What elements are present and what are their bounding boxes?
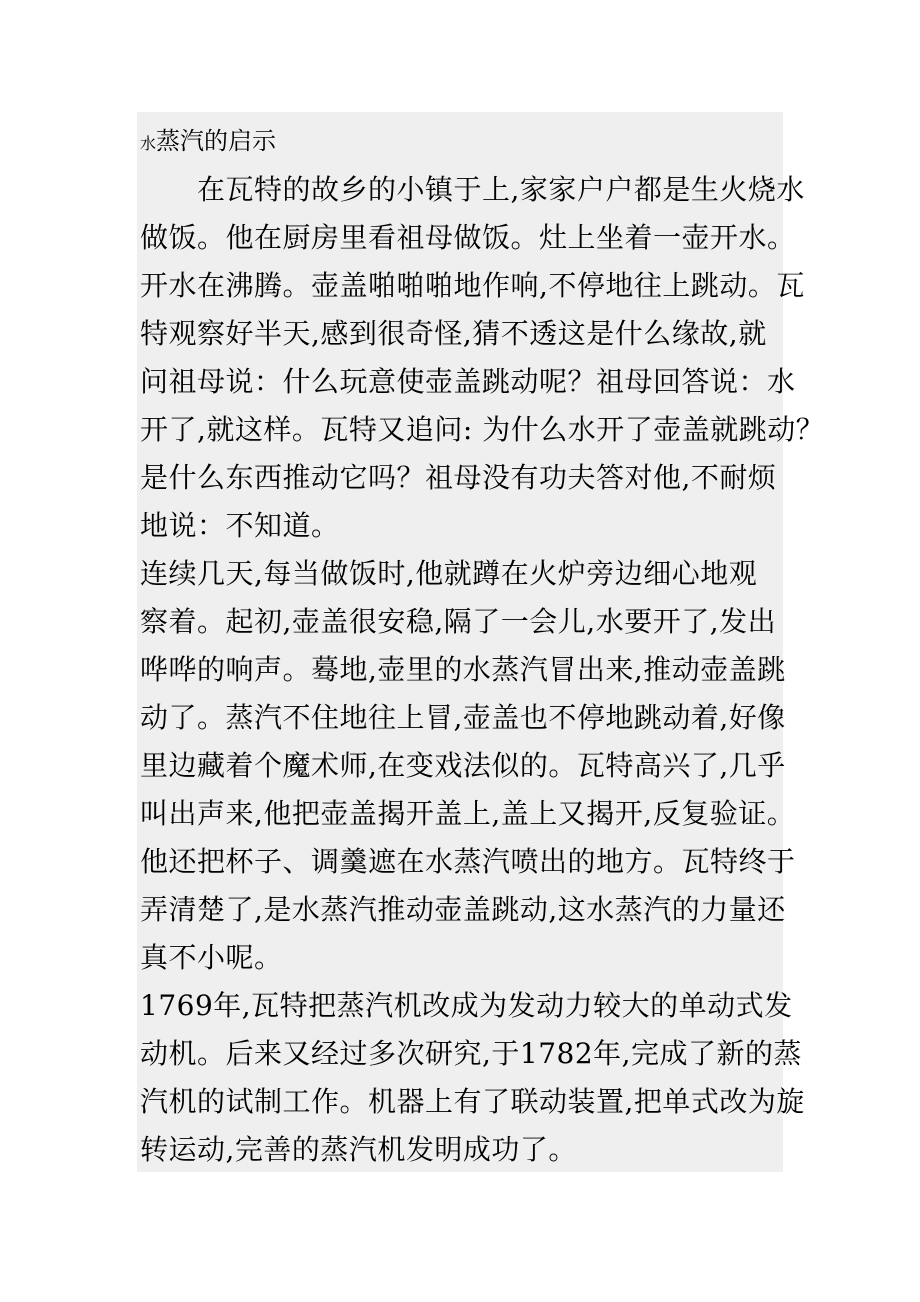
document-title bbox=[140, 117, 800, 166]
paragraph-1 bbox=[140, 166, 825, 550]
text-line: 真不小呢。 bbox=[140, 941, 283, 974]
text-line: 转运动,完善的蒸汽机发明成功了。 bbox=[140, 1133, 577, 1166]
text-line: 问祖母说：什么玩意使壶盖跳动呢？祖母回答说：水 bbox=[140, 365, 796, 398]
paragraph-3 bbox=[140, 982, 805, 1174]
text-line: 哗哗的响声。蓦地,壶里的水蒸汽冒出来,推动壶盖跳 bbox=[140, 653, 786, 686]
paragraph-2 bbox=[140, 550, 800, 982]
text-line: 汽机的试制工作。机器上有了联动装置,把单式改为旋 bbox=[140, 1085, 805, 1118]
text-line: 弄清楚了,是水蒸汽推动壶盖跳动,这水蒸汽的力量还 bbox=[140, 893, 786, 926]
text-line: 在瓦特的故乡的小镇于上,家家户户都是生火烧水 bbox=[140, 173, 805, 206]
text-line: 察着。起初,壶盖很安稳,隔了一会儿,水要开了,发出 bbox=[140, 605, 777, 638]
document-body bbox=[140, 117, 825, 1174]
text-line: 开了,就这样。瓦特又追问: 为什么水开了壶盖就跳动？ bbox=[140, 413, 825, 446]
text-line: 里边藏着个魔术师,在变戏法似的。瓦特高兴了,几乎 bbox=[140, 749, 786, 782]
text-line: 特观察好半天,感到很奇怪,猜不透这是什么缘故,就 bbox=[140, 317, 767, 350]
text-line: 做饭。他在厨房里看祖母做饭。灶上坐着一壶开水。 bbox=[140, 221, 796, 254]
text-line: 地说：不知道。 bbox=[140, 509, 340, 542]
text-line: 连续几天,每当做饭时,他就蹲在火炉旁边细心地观 bbox=[140, 557, 758, 590]
text-line: 1769年,瓦特把蒸汽机改成为发动力较大的单动式发 bbox=[140, 989, 793, 1022]
text-line: 叫出声来,他把壶盖揭开盖上,盖上又揭开,反复验证。 bbox=[140, 797, 796, 830]
text-line: 是什么东西推动它吗？祖母没有功夫答对他,不耐烦 bbox=[140, 461, 777, 494]
text-line: 动机。后来又经过多次研究,于1782年,完成了新的蒸 bbox=[140, 1037, 803, 1070]
text-line: 动了。蒸汽不住地往上冒,壶盖也不停地跳动着,好像 bbox=[140, 701, 786, 734]
text-line: 开水在沸腾。壶盖啪啪啪地作响,不停地往上跳动。瓦 bbox=[140, 269, 805, 302]
title-text: 蒸汽的启示 bbox=[156, 127, 277, 155]
title-lead-char: 水 bbox=[140, 134, 157, 153]
text-line: 他还把杯子、调羹遮在水蒸汽喷出的地方。瓦特终于 bbox=[140, 845, 796, 878]
